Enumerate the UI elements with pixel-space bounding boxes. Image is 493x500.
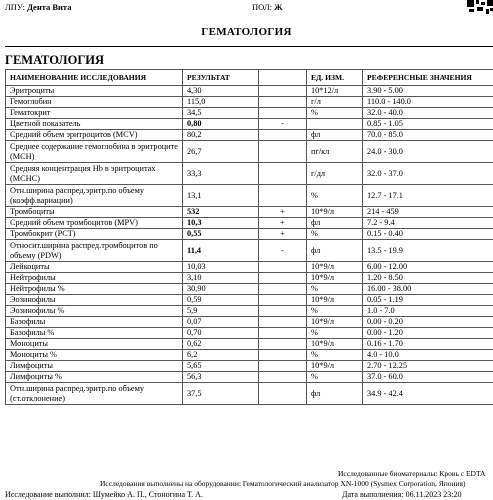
results-body [6, 86, 493, 405]
result-flag: + [259, 207, 307, 218]
table-row [6, 262, 493, 273]
unit: фл [307, 240, 363, 262]
gender-field [252, 2, 283, 12]
result-flag: - [259, 119, 307, 130]
reference-range: 16.00 - 38.00 [363, 284, 493, 295]
col-header-name: НАИМЕНОВАНИЕ ИССЛЕДОВАНИЯ [6, 70, 183, 86]
result-flag [259, 86, 307, 97]
equipment-note: Исследования выполнены на оборудовании: Гематологический анализатор XN-1000 (Sysmex Corporation, Япония) [100, 479, 466, 488]
result-flag: + [259, 229, 307, 240]
unit: фл [307, 218, 363, 229]
unit: фл [307, 383, 363, 405]
table-row [6, 317, 493, 328]
test-name: Нейтрофилы % [6, 284, 183, 295]
test-name: Эозинофилы % [6, 306, 183, 317]
result-flag [259, 361, 307, 372]
result-value: 0,80 [183, 119, 259, 130]
table-row [6, 306, 493, 317]
table-row [6, 350, 493, 361]
result-value: 26,7 [183, 141, 259, 163]
test-name: Лимфоциты [6, 361, 183, 372]
reference-range: 70.0 - 85.0 [363, 130, 493, 141]
unit [307, 119, 363, 130]
unit: пг/кл [307, 141, 363, 163]
result-value: 0,70 [183, 328, 259, 339]
unit: % [307, 284, 363, 295]
unit: фл [307, 130, 363, 141]
unit: г/дл [307, 163, 363, 185]
reference-range: 0.16 - 1.70 [363, 339, 493, 350]
reference-range: 12.7 - 17.1 [363, 185, 493, 207]
unit: 10*9/л [307, 273, 363, 284]
result-value: 34,5 [183, 108, 259, 119]
reference-range: 0.15 - 0.40 [363, 229, 493, 240]
reference-range: 13.5 - 19.9 [363, 240, 493, 262]
table-row [6, 295, 493, 306]
test-name: Средний объем эритроцитов (MCV) [6, 130, 183, 141]
unit: % [307, 350, 363, 361]
table-row [6, 163, 493, 185]
table-row [6, 97, 493, 108]
result-value: 0,62 [183, 339, 259, 350]
lpu-field [5, 2, 71, 12]
table-row [6, 119, 493, 130]
table-row [6, 207, 493, 218]
test-name: Средняя концентрация Hb в эритроцитах (MCHC) [6, 163, 183, 185]
reference-range: 0.05 - 1.19 [363, 295, 493, 306]
unit: % [307, 306, 363, 317]
reference-range: 34.9 - 42.4 [363, 383, 493, 405]
reference-range: 0.00 - 1.20 [363, 328, 493, 339]
reference-range: 214 - 459 [363, 207, 493, 218]
table-row [6, 273, 493, 284]
result-flag [259, 163, 307, 185]
unit: % [307, 328, 363, 339]
unit: 10*9/л [307, 339, 363, 350]
unit: 10*9/л [307, 207, 363, 218]
result-value: 5,65 [183, 361, 259, 372]
reference-range: 110.0 - 140.0 [363, 97, 493, 108]
execution-date: Дата выполнения: 06.11.2023 23:20 [342, 490, 462, 499]
result-flag [259, 383, 307, 405]
result-value: 6,2 [183, 350, 259, 361]
table-row [6, 130, 493, 141]
reference-range: 1.0 - 7.0 [363, 306, 493, 317]
test-name: Гемоглобин [6, 97, 183, 108]
qr-code-icon [467, 0, 493, 14]
result-value: 30,90 [183, 284, 259, 295]
reference-range: 1.20 - 8.50 [363, 273, 493, 284]
table-row [6, 339, 493, 350]
results-table [5, 69, 493, 405]
gender-label: ПОЛ: [252, 2, 272, 12]
table-row [6, 240, 493, 262]
result-flag [259, 130, 307, 141]
table-row [6, 185, 493, 207]
table-row [6, 229, 493, 240]
test-name: Эозинофилы [6, 295, 183, 306]
test-name: Гематокрит [6, 108, 183, 119]
col-header-reference: РЕФЕРЕНСНЫЕ ЗНАЧЕНИЯ [363, 70, 493, 86]
table-row [6, 86, 493, 97]
test-name: Тромбокрит (PCT) [6, 229, 183, 240]
result-flag [259, 108, 307, 119]
test-name: Моноциты % [6, 350, 183, 361]
table-row [6, 372, 493, 383]
result-flag [259, 284, 307, 295]
unit: % [307, 108, 363, 119]
reference-range: 32.0 - 37.0 [363, 163, 493, 185]
result-value: 0,07 [183, 317, 259, 328]
result-flag [259, 372, 307, 383]
table-row [6, 108, 493, 119]
result-flag [259, 295, 307, 306]
test-name: Средний объем тромбоцитов (MPV) [6, 218, 183, 229]
lpu-value: Дента Вита [27, 2, 72, 12]
reference-range: 2.70 - 12.25 [363, 361, 493, 372]
result-flag [259, 350, 307, 361]
reference-range: 37.0 - 60.0 [363, 372, 493, 383]
result-value: 33,3 [183, 163, 259, 185]
reference-range: 7.2 - 9.4 [363, 218, 493, 229]
result-value: 10,03 [183, 262, 259, 273]
col-header-flag [259, 70, 307, 86]
unit: 10*9/л [307, 295, 363, 306]
result-value: 10,3 [183, 218, 259, 229]
unit: % [307, 372, 363, 383]
document-title: ГЕМАТОЛОГИЯ [201, 26, 292, 38]
test-name: Лейкоциты [6, 262, 183, 273]
result-flag [259, 185, 307, 207]
reference-range: 24.0 - 30.0 [363, 141, 493, 163]
test-name: Эритроциты [6, 86, 183, 97]
reference-range: 0.00 - 0.20 [363, 317, 493, 328]
test-name: Базофилы % [6, 328, 183, 339]
test-name: Лимфоциты % [6, 372, 183, 383]
result-value: 13,1 [183, 185, 259, 207]
result-value: 11,4 [183, 240, 259, 262]
result-value: 0,59 [183, 295, 259, 306]
test-name: Тромбоциты [6, 207, 183, 218]
test-name: Отн.ширина распред.эритр.по объему (ст.отклонение) [6, 383, 183, 405]
test-name: Относит.ширина распред.тромбоцитов по объему (PDW) [6, 240, 183, 262]
col-header-unit: ЕД. ИЗМ. [307, 70, 363, 86]
test-name: Нейтрофилы [6, 273, 183, 284]
table-header-row [6, 70, 493, 86]
result-value: 37,5 [183, 383, 259, 405]
test-name: Моноциты [6, 339, 183, 350]
result-flag [259, 97, 307, 108]
test-name: Отн.ширина распред.эритр.по объему (коэфф.вариации) [6, 185, 183, 207]
table-row [6, 383, 493, 405]
result-value: 532 [183, 207, 259, 218]
unit: % [307, 229, 363, 240]
result-flag [259, 273, 307, 284]
result-value: 115,0 [183, 97, 259, 108]
biomaterial-note: Исследованные биоматериалы: Кровь с EDTA [338, 469, 486, 478]
result-flag [259, 339, 307, 350]
unit: г/л [307, 97, 363, 108]
reference-range: 3.90 - 5.00 [363, 86, 493, 97]
reference-range: 4.0 - 10.0 [363, 350, 493, 361]
performed-by: Исследование выполнил: Шумейко А. П., Стоногина Т. А. [5, 490, 203, 499]
result-flag: - [259, 240, 307, 262]
reference-range: 32.0 - 40.0 [363, 108, 493, 119]
table-row [6, 361, 493, 372]
unit: 10*9/л [307, 262, 363, 273]
result-flag: + [259, 218, 307, 229]
test-name: Базофилы [6, 317, 183, 328]
test-name: Среднее содержание гемоглобина в эритроците (MCH) [6, 141, 183, 163]
table-row [6, 328, 493, 339]
result-value: 5,9 [183, 306, 259, 317]
table-row [6, 218, 493, 229]
result-flag [259, 328, 307, 339]
col-header-result: РЕЗУЛЬТАТ [183, 70, 259, 86]
reference-range: 0.85 - 1.05 [363, 119, 493, 130]
table-row [6, 141, 493, 163]
result-value: 4,30 [183, 86, 259, 97]
table-row [6, 284, 493, 295]
unit: % [307, 185, 363, 207]
result-flag [259, 306, 307, 317]
result-flag [259, 262, 307, 273]
result-value: 80,2 [183, 130, 259, 141]
divider [5, 46, 493, 47]
result-value: 3,10 [183, 273, 259, 284]
unit: 10*9/л [307, 317, 363, 328]
unit: 10*9/л [307, 361, 363, 372]
test-name: Цветной показатель [6, 119, 183, 130]
reference-range: 6.00 - 12.00 [363, 262, 493, 273]
section-title: ГЕМАТОЛОГИЯ [5, 53, 105, 67]
unit: 10*12/л [307, 86, 363, 97]
header-line [0, 0, 493, 14]
result-value: 0,55 [183, 229, 259, 240]
result-value: 56,3 [183, 372, 259, 383]
result-flag [259, 317, 307, 328]
lpu-label: ЛПУ: [5, 2, 25, 12]
result-flag [259, 141, 307, 163]
gender-value: Ж [274, 2, 283, 12]
